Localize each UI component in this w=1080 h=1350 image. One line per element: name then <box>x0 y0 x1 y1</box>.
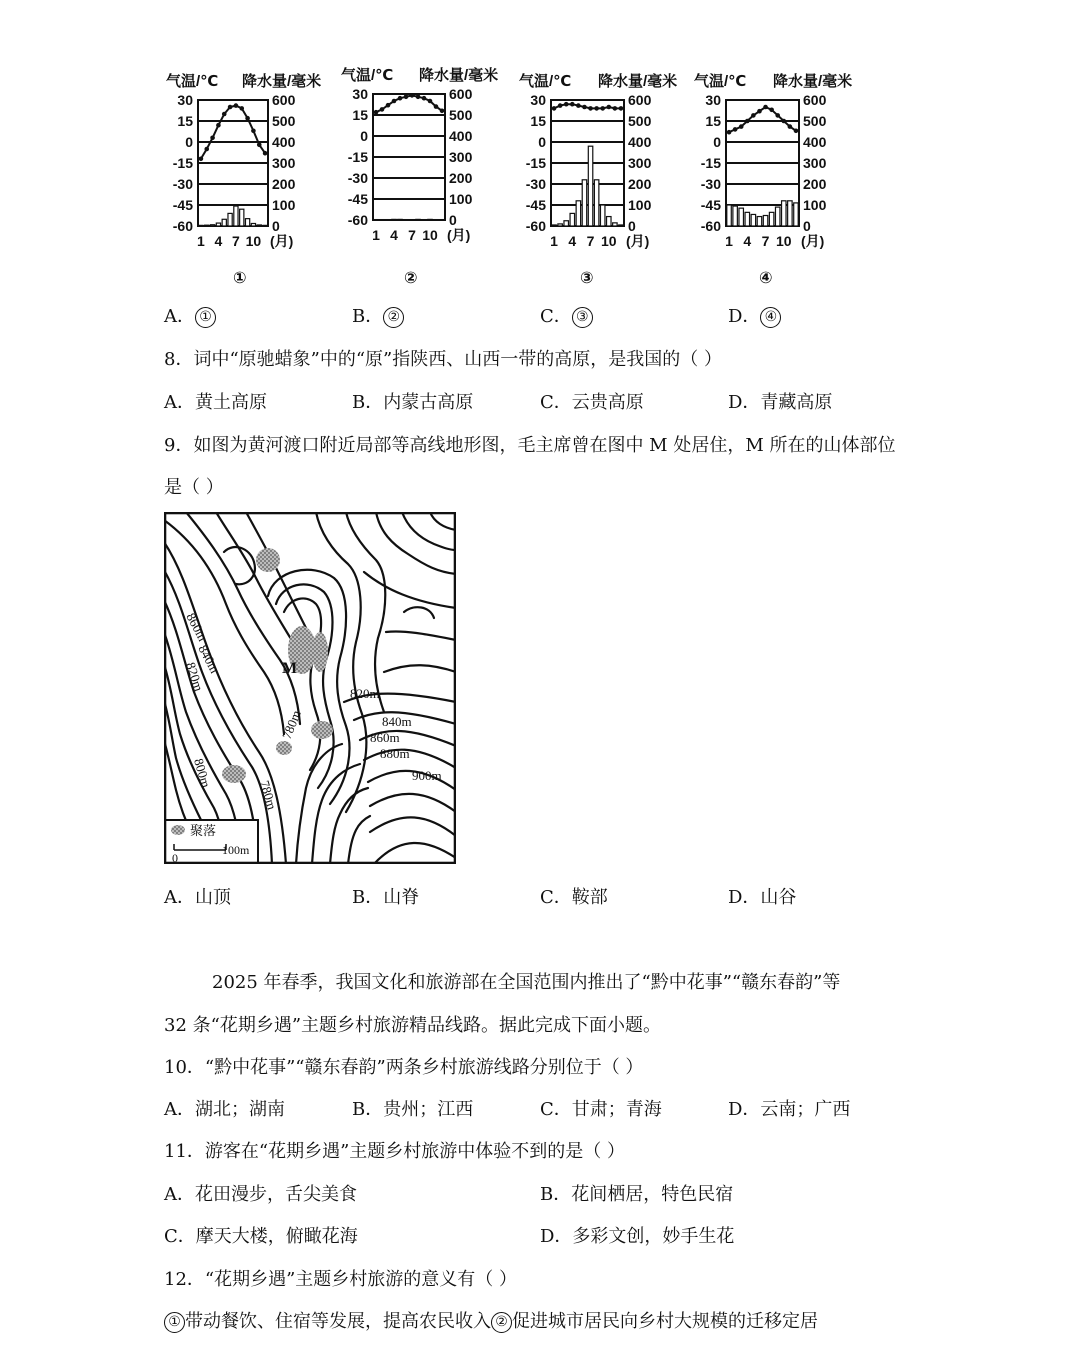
contour-label-780m-north: 780m <box>278 708 304 742</box>
q11-option-d[interactable]: D．多彩文创，妙手生花 <box>540 1226 735 1247</box>
chart4-temp-point-6 <box>757 109 762 114</box>
chart3-precip-bar-3 <box>564 221 568 226</box>
chart1-precip-tick-1: 500 <box>272 113 296 129</box>
chart3-temp-point-1 <box>552 106 557 111</box>
chart3-precip-bar-5 <box>576 201 580 226</box>
chart4-precip-bar-10 <box>782 201 786 226</box>
contour-lines <box>164 512 456 864</box>
chart4-temp-point-2 <box>733 127 738 132</box>
chart1-temp-point-6 <box>228 105 233 110</box>
q11-option-b[interactable]: B．花间栖居，特色民宿 <box>540 1184 734 1205</box>
chart2-temp-tick-1: 15 <box>352 107 368 123</box>
chart3-month-tick-3: 10 <box>601 233 617 249</box>
chart2-precip-tick-0: 600 <box>449 86 473 102</box>
chart1-precip-bar-1 <box>199 225 203 226</box>
chart1-temp-point-3 <box>210 136 215 141</box>
chart3-precip-bar-4 <box>570 213 574 226</box>
chart4-temp-tick-0: 30 <box>705 92 721 108</box>
settlement-1 <box>256 548 280 572</box>
chart2-precip-tick-4: 200 <box>449 170 473 186</box>
chart1-temp-tick-4: -30 <box>172 176 193 192</box>
chart3-precip-bar-1 <box>552 225 556 226</box>
q8-stem: 8．词中“原驰蜡象”中的“原”指陕西、山西一带的高原，是我国的（ ） <box>164 349 722 370</box>
chart1-precip-tick-5: 100 <box>272 197 296 213</box>
q7-option-b-circled: ② <box>383 307 404 328</box>
chart4-precip-bar-2 <box>733 206 737 226</box>
chart2-temp-tick-5: -45 <box>347 191 368 207</box>
chart3-precip-axis-title: 降水量/毫米 <box>598 73 678 90</box>
chart3-temp-point-12 <box>619 106 624 111</box>
chart2-temp-tick-0: 30 <box>352 86 368 102</box>
chart4-precip-bar-1 <box>727 205 731 226</box>
passage-line1: 2025 年春季，我国文化和旅游部在全国范围内推出了“黔中花事”“赣东春韵”等 <box>212 972 841 993</box>
chart4-precip-axis-title: 降水量/毫米 <box>773 73 853 90</box>
q12-items <box>164 1307 818 1333</box>
chart3-precip-bar-11 <box>613 223 617 226</box>
chart-number-3: ③ <box>580 268 594 287</box>
q9-stem-line2: 是（ ） <box>164 477 224 498</box>
chart3-precip-tick-3: 300 <box>628 155 652 171</box>
chart2-temp-line <box>376 95 442 112</box>
chart1-precip-tick-0: 600 <box>272 92 296 108</box>
chart4-temp-point-9 <box>775 113 780 118</box>
q9-stem-line1: 9．如图为黄河渡口附近局部等高线地形图，毛主席曾在图中 M 处居住，M 所在的山体部位 <box>164 435 896 456</box>
q7-option-c-letter: C． <box>540 306 572 327</box>
chart2-temp-tick-2: 0 <box>360 128 368 144</box>
q12-item1-text: 带动餐饮、住宿等发展，提高农民收入 <box>185 1311 491 1332</box>
contour-label-820m-west: 820m <box>183 660 207 694</box>
chart3-temp-point-3 <box>564 102 569 107</box>
chart1-precip-bar-7 <box>234 206 238 226</box>
scale-zero: 0 <box>172 851 178 864</box>
chart1-precip-tick-6: 0 <box>272 218 280 234</box>
settlement-6 <box>222 765 246 783</box>
q9-option-c[interactable]: C．鞍部 <box>540 887 608 908</box>
q7-option-c[interactable] <box>540 302 593 328</box>
chart3-precip-bar-9 <box>600 205 604 226</box>
chart3-temp-tick-4: -30 <box>525 176 546 192</box>
q7-option-a-letter: A． <box>164 306 195 327</box>
chart1-temp-line <box>201 106 265 159</box>
chart1-precip-bar-6 <box>228 213 232 226</box>
climate-charts <box>0 0 1080 300</box>
chart3-temp-point-4 <box>570 102 575 107</box>
q9-option-b[interactable]: B．山脊 <box>352 887 420 908</box>
chart4-temp-point-5 <box>751 113 756 118</box>
chart3-month-unit: (月) <box>626 233 650 249</box>
q7-option-a-circled: ① <box>195 307 216 328</box>
chart2-temp-tick-3: -15 <box>347 149 368 165</box>
chart2-temp-tick-4: -30 <box>347 170 368 186</box>
chart4-temp-tick-1: 15 <box>705 113 721 129</box>
q7-option-d-circled: ④ <box>760 307 781 328</box>
chart3-precip-bar-12 <box>619 225 623 226</box>
chart1-precip-bar-8 <box>240 209 244 226</box>
q9-option-a[interactable]: A．山顶 <box>164 887 231 908</box>
contour-label-860m: 860m <box>183 610 211 644</box>
chart4-temp-tick-5: -45 <box>700 197 721 213</box>
chart1-temp-tick-6: -60 <box>172 218 193 234</box>
chart2-temp-axis-title: 气温/℃ <box>341 67 394 84</box>
q8-option-c[interactable]: C．云贵高原 <box>540 392 644 413</box>
chart1-temp-point-1 <box>199 157 204 162</box>
chart3-precip-bar-8 <box>594 180 598 226</box>
chart4-precip-tick-4: 200 <box>803 176 827 192</box>
q10-option-c[interactable]: C．甘肃；青海 <box>540 1099 662 1120</box>
chart2-month-tick-3: 10 <box>422 227 438 243</box>
chart3-temp-point-10 <box>606 105 611 110</box>
legend-settlement-label: 聚落 <box>190 823 217 838</box>
chart3-precip-bar-7 <box>588 146 592 226</box>
chart4-temp-point-4 <box>745 119 750 124</box>
chart2-temp-point-2 <box>380 107 385 112</box>
chart2-precip-tick-5: 100 <box>449 191 473 207</box>
chart3-temp-tick-1: 15 <box>530 113 546 129</box>
chart3-precip-tick-0: 600 <box>628 92 652 108</box>
chart2-precip-tick-6: 0 <box>449 212 457 228</box>
contour-label-840m-east: 840m <box>382 714 412 729</box>
chart1-temp-axis-title: 气温/℃ <box>166 73 219 90</box>
chart4-precip-bar-9 <box>775 207 779 226</box>
chart3-temp-tick-6: -60 <box>525 218 546 234</box>
q11-option-c[interactable]: C．摩天大楼，俯瞰花海 <box>164 1226 358 1247</box>
chart3-temp-tick-3: -15 <box>525 155 546 171</box>
chart4-month-tick-1: 4 <box>743 233 752 249</box>
q12-stem: 12．“花期乡遇”主题乡村旅游的意义有（ ） <box>164 1269 518 1290</box>
settlement-5 <box>276 741 292 755</box>
chart2-month-tick-1: 4 <box>390 227 398 243</box>
chart4-temp-point-7 <box>763 105 768 110</box>
q12-item1-mark: ① <box>164 1312 185 1333</box>
chart3-temp-tick-0: 30 <box>530 92 546 108</box>
chart2-precip-bar-4 <box>392 219 396 220</box>
chart4-precip-bar-6 <box>757 217 761 226</box>
q10-option-d[interactable]: D．云南；广西 <box>728 1099 851 1120</box>
chart2-precip-bar-5 <box>398 219 402 220</box>
chart1-temp-tick-1: 15 <box>177 113 193 129</box>
q12-item2-mark: ② <box>491 1312 512 1333</box>
chart1-precip-bar-5 <box>222 219 226 226</box>
chart3-precip-tick-6: 0 <box>628 218 636 234</box>
chart-number-4: ④ <box>759 268 773 287</box>
q8-option-a[interactable]: A．黄土高原 <box>164 392 267 413</box>
chart1-precip-bar-10 <box>251 223 255 226</box>
chart4-temp-line <box>729 107 796 132</box>
chart2-precip-tick-1: 500 <box>449 107 473 123</box>
chart1-temp-point-12 <box>263 151 268 156</box>
q10-option-a[interactable]: A．湖北；湖南 <box>164 1099 285 1120</box>
chart3-temp-tick-2: 0 <box>538 134 546 150</box>
chart4-temp-tick-4: -30 <box>700 176 721 192</box>
chart2-temp-point-4 <box>392 99 397 104</box>
point-m-label: M <box>282 660 298 677</box>
chart1-temp-point-8 <box>239 106 244 111</box>
chart2-temp-point-6 <box>404 95 409 100</box>
chart1-precip-bar-4 <box>216 223 220 226</box>
chart3-temp-point-11 <box>613 106 618 111</box>
chart1-precip-bar-12 <box>263 225 267 226</box>
q8-option-b[interactable]: B．内蒙古高原 <box>352 392 474 413</box>
contour-map-svg <box>164 512 456 864</box>
chart2-temp-tick-6: -60 <box>347 212 368 228</box>
chart1-precip-tick-4: 200 <box>272 176 296 192</box>
chart1-temp-tick-5: -45 <box>172 197 193 213</box>
chart2-temp-point-1 <box>374 110 379 115</box>
chart3-precip-tick-4: 200 <box>628 176 652 192</box>
chart1-temp-point-4 <box>216 123 221 128</box>
chart1-temp-tick-0: 30 <box>177 92 193 108</box>
chart4-precip-tick-2: 400 <box>803 134 827 150</box>
chart2-precip-tick-3: 300 <box>449 149 473 165</box>
q11-option-a[interactable]: A．花田漫步，舌尖美食 <box>164 1184 357 1205</box>
chart1-precip-bar-3 <box>210 225 214 226</box>
chart1-temp-point-7 <box>234 103 239 108</box>
chart1-precip-bar-2 <box>205 225 209 226</box>
chart3-precip-tick-2: 400 <box>628 134 652 150</box>
chart1-month-tick-3: 10 <box>245 233 262 249</box>
chart2-temp-point-3 <box>386 103 391 108</box>
chart3-temp-tick-5: -45 <box>525 197 546 213</box>
chart1-precip-tick-3: 300 <box>272 155 296 171</box>
chart4-precip-tick-5: 100 <box>803 197 827 213</box>
chart4-temp-tick-2: 0 <box>713 134 721 150</box>
chart2-precip-bar-8 <box>416 219 420 220</box>
chart3-temp-axis-title: 气温/℃ <box>519 73 572 90</box>
chart4-temp-point-12 <box>794 129 799 134</box>
chart1-temp-tick-3: -15 <box>172 155 193 171</box>
q8-option-d[interactable]: D．青藏高原 <box>728 392 833 413</box>
q9-option-d[interactable]: D．山谷 <box>728 887 797 908</box>
chart4-precip-bar-4 <box>745 212 749 226</box>
chart4-temp-tick-6: -60 <box>700 218 721 234</box>
chart1-temp-tick-2: 0 <box>185 134 193 150</box>
settlement-3 <box>312 632 328 672</box>
chart1-temp-point-5 <box>222 112 227 117</box>
contour-map <box>164 512 456 864</box>
chart2-temp-point-7 <box>410 93 415 98</box>
settlement-4 <box>311 721 333 739</box>
chart4-temp-point-3 <box>739 124 744 129</box>
q7-option-c-circled: ③ <box>572 307 593 328</box>
chart3-precip-tick-5: 100 <box>628 197 652 213</box>
chart4-month-tick-0: 1 <box>725 233 733 249</box>
chart4-temp-axis-title: 气温/℃ <box>694 73 747 90</box>
chart1-month-tick-1: 4 <box>214 233 223 249</box>
chart3-temp-point-7 <box>588 106 593 111</box>
chart1-month-unit: (月) <box>270 233 294 249</box>
chart4-month-unit: (月) <box>801 233 825 249</box>
q7-option-a[interactable] <box>164 302 216 328</box>
chart1-temp-point-11 <box>257 143 262 148</box>
chart1-precip-bar-9 <box>245 219 249 226</box>
chart3-precip-bar-6 <box>582 180 586 226</box>
chart3-precip-bar-10 <box>607 217 611 226</box>
chart3-month-tick-1: 4 <box>568 233 577 249</box>
chart4-temp-tick-3: -15 <box>700 155 721 171</box>
chart4-month-tick-2: 7 <box>761 233 770 249</box>
chart1-temp-point-9 <box>245 116 250 121</box>
chart4-month-tick-3: 10 <box>776 233 792 249</box>
chart4-precip-bar-8 <box>769 212 773 226</box>
chart3-temp-point-2 <box>558 103 563 108</box>
q11-stem: 11．游客在“花期乡遇”主题乡村旅游中体验不到的是（ ） <box>164 1141 626 1162</box>
chart3-temp-point-5 <box>576 103 581 108</box>
contour-label-800m: 800m <box>191 756 214 790</box>
chart4-temp-point-1 <box>727 130 732 135</box>
chart4-precip-tick-1: 500 <box>803 113 827 129</box>
chart3-temp-point-9 <box>600 106 605 111</box>
chart1-precip-axis-title: 降水量/毫米 <box>242 73 322 90</box>
chart2-temp-point-10 <box>428 99 433 104</box>
chart4-temp-point-11 <box>788 124 793 129</box>
q12-item2-text: 促进城市居民向乡村大规模的迁移定居 <box>512 1311 818 1332</box>
scale-end: 100m <box>222 843 250 857</box>
chart4-precip-bar-11 <box>788 201 792 226</box>
q7-option-d[interactable] <box>728 302 781 328</box>
chart4-temp-point-10 <box>781 119 786 124</box>
chart4-precip-tick-3: 300 <box>803 155 827 171</box>
chart1-month-tick-0: 1 <box>197 233 205 249</box>
passage-line2: 32 条“花期乡遇”主题乡村旅游精品线路。据此完成下面小题。 <box>164 1015 662 1036</box>
chart4-precip-bar-7 <box>763 216 767 227</box>
legend-settlement-icon <box>171 825 185 835</box>
chart2-month-unit: (月) <box>447 227 471 243</box>
chart2-temp-point-5 <box>398 96 403 101</box>
chart3-month-tick-0: 1 <box>550 233 558 249</box>
chart2-temp-point-11 <box>434 104 439 109</box>
q7-option-b-letter: B． <box>352 306 384 327</box>
q10-option-b[interactable]: B．贵州；江西 <box>352 1099 474 1120</box>
chart4-precip-tick-0: 600 <box>803 92 827 108</box>
chart4-precip-bar-3 <box>739 208 743 226</box>
chart3-month-tick-2: 7 <box>586 233 595 249</box>
chart4-precip-bar-12 <box>794 203 798 226</box>
chart-number-2: ② <box>404 268 418 287</box>
chart2-precip-axis-title: 降水量/毫米 <box>419 67 499 84</box>
q7-option-b[interactable] <box>352 302 404 328</box>
chart-number-1: ① <box>233 268 247 287</box>
contour-label-860m-east: 860m <box>370 730 400 745</box>
chart2-precip-tick-2: 400 <box>449 128 473 144</box>
q7-option-d-letter: D． <box>728 306 761 327</box>
chart1-temp-point-10 <box>251 129 256 134</box>
chart2-temp-point-12 <box>440 109 445 114</box>
chart2-precip-bar-10 <box>428 219 432 220</box>
chart1-temp-point-2 <box>204 147 209 152</box>
chart1-month-tick-2: 7 <box>232 233 240 249</box>
chart1-precip-bar-11 <box>257 225 261 226</box>
contour-label-840m: 840m <box>195 642 223 676</box>
q10-stem: 10．“黔中花事”“赣东春韵”两条乡村旅游线路分别位于（ ） <box>164 1057 644 1078</box>
chart3-temp-point-8 <box>594 106 599 111</box>
chart2-month-tick-0: 1 <box>372 227 380 243</box>
chart2-month-tick-2: 7 <box>408 227 416 243</box>
chart4-precip-tick-6: 0 <box>803 218 811 234</box>
chart4-precip-bar-5 <box>751 214 755 226</box>
chart3-precip-tick-1: 500 <box>628 113 652 129</box>
chart3-temp-point-6 <box>582 105 587 110</box>
contour-label-900m: 900m <box>412 768 442 783</box>
chart2-temp-point-8 <box>416 95 421 100</box>
chart1-precip-tick-2: 400 <box>272 134 296 150</box>
contour-label-880m: 880m <box>380 746 410 761</box>
chart2-temp-point-9 <box>422 96 427 101</box>
chart3-precip-bar-2 <box>558 224 562 226</box>
chart4-temp-point-8 <box>769 108 774 113</box>
contour-label-780m-south: 780m <box>257 778 280 812</box>
contour-label-820m-east: 820m <box>350 686 380 701</box>
